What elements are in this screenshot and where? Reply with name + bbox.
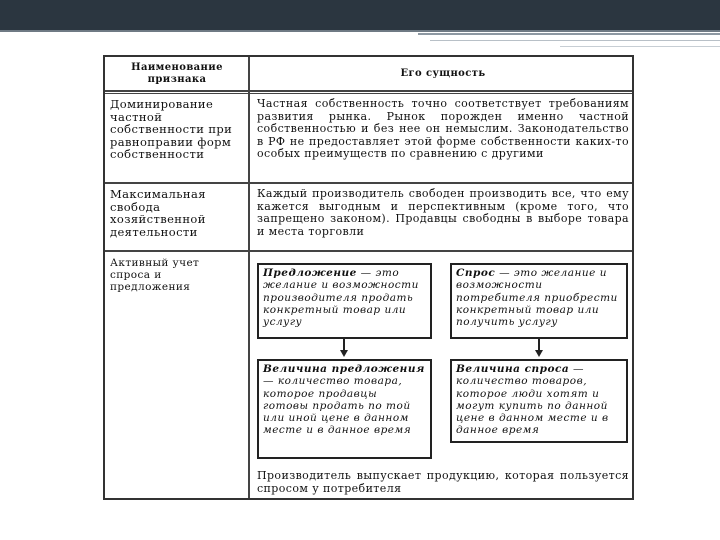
row-2-essence: Каждый производитель свободен производить все, что ему кажется выгодным и перспективным (кроме того, что запрещено законом). Продавцы свободны в выборе товара и места торговли [257,187,629,238]
header-feature-name: Наименование признака [131,62,223,85]
decorative-line [418,33,720,45]
decorative-line [430,40,720,41]
arrow-down-icon [340,350,348,357]
row-2-feature: Максимальная свобода хозяйственной деятельности [110,187,206,239]
slide-top-bar [0,0,720,30]
arrow-down-icon [535,350,543,357]
demand-definition: — это желание и возможности потребителя приобрести конкретный товар или получить услугу [456,267,618,329]
supply-definition: — это желание и возможности производителя продать конкретный товар или услугу [263,267,419,329]
row-divider [105,250,632,252]
header-essence: Его сущность [400,68,486,79]
demand-quantity-box [450,359,628,443]
row-divider [105,93,632,94]
supply-quantity-term: Величина предложения [263,363,425,375]
demand-quantity-term: Величина спроса [456,363,570,375]
row-divider [105,90,632,92]
row-3-feature: Активный учет спроса и предложения [110,257,200,293]
row-1-essence: Частная собственность точно соответствует требованиям развития рынка. Рынок порожден именно частной собственностью и без нее он немыслим. Законодательство в РФ не предоставляет этой форме собственности каких-то особых преимуществ по сравнению с другими [257,97,629,160]
column-divider [248,57,250,498]
supply-quantity-box [257,359,432,459]
supply-quantity-definition: — количество товара, которое продавцы готовы продать по той или иной цене в данном месте и в данное время [263,375,412,437]
top-bar-divider [0,30,720,32]
row-3-conclusion: Производитель выпускает продукцию, которая пользуется спросом у потребителя [257,469,629,495]
row-divider [105,182,632,184]
supply-term: Предложение [263,267,357,279]
demand-quantity-definition: — количество товаров, которое люди хотят и могут купить по данной цене в данном месте и в данное время [456,363,609,437]
row-1-feature: Доминирование частной собственности при равноправии форм собственности [110,97,233,161]
supply-definition-box [257,263,432,339]
demand-definition-box [450,263,628,339]
decorative-line [560,46,720,47]
market-features-table [103,55,634,500]
demand-term: Спрос [456,267,496,279]
